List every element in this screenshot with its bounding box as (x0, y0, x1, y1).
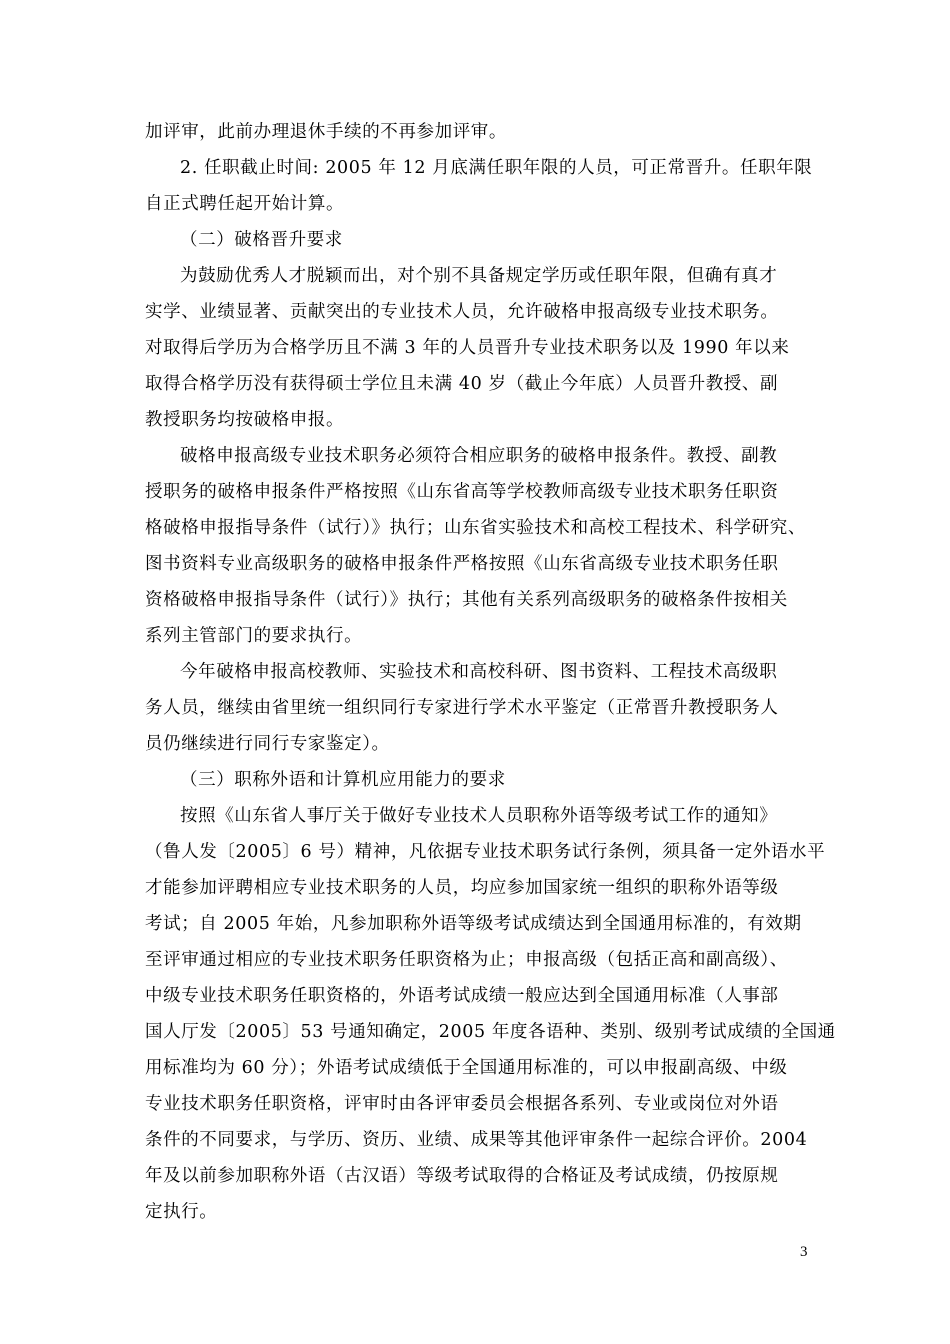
text-line: 务人员，继续由省里统一组织同行专家进行学术水平鉴定（正常晋升教授职务人 (145, 698, 779, 718)
text-line: 国人厅发〔2005〕53 号通知确定，2005 年度各语种、类别、级别考试成绩的全国通 (145, 1022, 836, 1042)
text-line: 定执行。 (145, 1202, 218, 1222)
text-line: 用标准均为 60 分）；外语考试成绩低于全国通用标准的，可以申报副高级、中级 (145, 1058, 788, 1078)
text-line: 按照《山东省人事厅关于做好专业技术人员职称外语等级考试工作的通知》 (180, 806, 778, 826)
text-line: 取得合格学历没有获得硕士学位且未满 40 岁（截止今年底）人员晋升教授、副 (145, 374, 779, 394)
text-line: 考试；自 2005 年始，凡参加职称外语等级考试成绩达到全国通用标准的，有效期 (145, 914, 802, 934)
text-line: 资格破格申报指导条件（试行）》执行；其他有关系列高级职务的破格条件按相关 (145, 590, 788, 610)
text-line: 2. 任职截止时间: 2005 年 12 月底满任职年限的人员，可正常晋升。任职年限 (180, 158, 813, 178)
text-line: 专业技术职务任职资格，评审时由各评审委员会根据各系列、专业或岗位对外语 (145, 1094, 779, 1114)
text-line: （鲁人发〔2005〕6 号）精神，凡依据专业技术职务试行条例，须具备一定外语水平 (145, 842, 826, 862)
text-line: 系列主管部门的要求执行。 (145, 626, 363, 646)
text-line: 破格申报高级专业技术职务必须符合相应职务的破格申报条件。教授、副教 (180, 446, 778, 466)
text-line: 条件的不同要求，与学历、资历、业绩、成果等其他评审条件一起综合评价。2004 (145, 1130, 808, 1150)
section-heading: （二）破格晋升要求 (180, 230, 343, 250)
text-line: 才能参加评聘相应专业技术职务的人员，均应参加国家统一组织的职称外语等级 (145, 878, 779, 898)
text-line: 格破格申报指导条件（试行）》执行；山东省实验技术和高校工程技术、科学研究、 (145, 518, 806, 538)
text-line: 自正式聘任起开始计算。 (145, 194, 345, 214)
text-line: 至评审通过相应的专业技术职务任职资格为止；申报高级（包括正高和副高级）、 (145, 950, 788, 970)
text-line: 年及以前参加职称外语（古汉语）等级考试取得的合格证及考试成绩，仍按原规 (145, 1166, 779, 1186)
text-line: 图书资料专业高级职务的破格申报条件严格按照《山东省高级专业技术职务任职 (145, 554, 779, 574)
text-line: 今年破格申报高校教师、实验技术和高校科研、图书资料、工程技术高级职 (180, 662, 778, 682)
text-line: 为鼓励优秀人才脱颖而出，对个别不具备规定学历或任职年限，但确有真才 (180, 266, 778, 286)
text-line: 加评审，此前办理退休手续的不再参加评审。 (145, 122, 507, 142)
text-line: 对取得后学历为合格学历且不满 3 年的人员晋升专业技术职务以及 1990 年以来 (145, 338, 790, 358)
section-heading: （三）职称外语和计算机应用能力的要求 (180, 770, 506, 790)
text-line: 员仍继续进行同行专家鉴定）。 (145, 734, 390, 754)
text-line: 中级专业技术职务任职资格的，外语考试成绩一般应达到全国通用标准（人事部 (145, 986, 779, 1006)
text-line: 实学、业绩显著、贡献突出的专业技术人员，允许破格申报高级专业技术职务。 (145, 302, 779, 322)
text-line: 授职务的破格申报条件严格按照《山东省高等学校教师高级专业技术职务任职资 (145, 482, 779, 502)
page-number: 3 (800, 1244, 808, 1260)
text-line: 教授职务均按破格申报。 (145, 410, 345, 430)
